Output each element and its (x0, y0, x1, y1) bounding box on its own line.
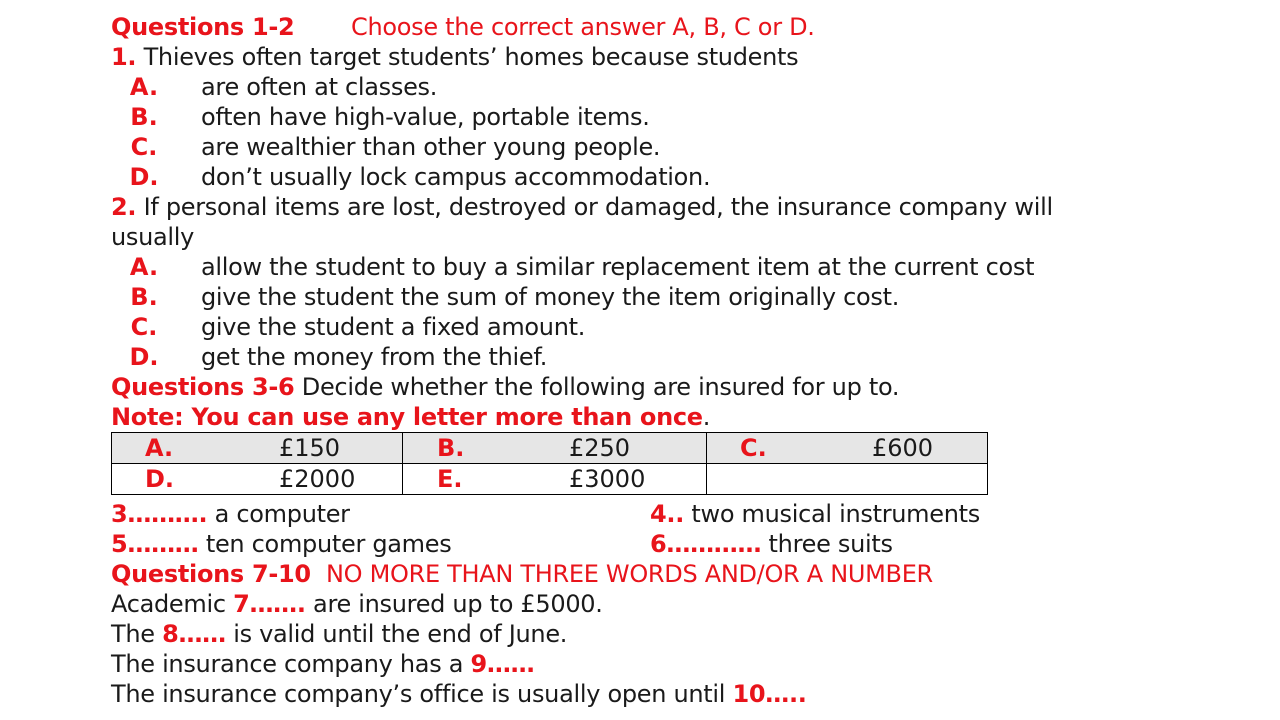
questions-3-6-heading: Questions 3-6 (111, 373, 295, 401)
questions-7-10-heading: Questions 7-10 (111, 560, 311, 588)
question-5-number: 5……… (111, 530, 199, 558)
question-1-number: 1. (111, 43, 137, 71)
q1-option-d-text: don’t usually lock campus accommodation. (201, 163, 711, 191)
q2-option-a-letter: A. (129, 253, 159, 281)
question-10-before: The insurance company’s office is usually open until (111, 680, 733, 708)
q2-option-b-letter: B. (130, 283, 158, 311)
cell-amount: £150 (279, 434, 341, 462)
question-1 (111, 42, 798, 72)
question-10-number: 10….. (732, 680, 807, 708)
question-2-text-line2: usually (111, 223, 195, 251)
questions-7-10-header (111, 559, 311, 589)
questions-1-2-header (111, 12, 294, 42)
question-9-number: 9…… (470, 650, 535, 678)
question-5 (111, 529, 451, 559)
question-2-number: 2. (111, 193, 137, 221)
q2-option-c-letter: C. (130, 313, 158, 341)
questions-3-6-note-line (111, 402, 710, 432)
questions-1-2-heading: Questions 1-2 (111, 13, 295, 41)
questions-3-6-note: Note: You can use any letter more than once (111, 403, 703, 431)
question-8-after: is valid until the end of June. (225, 620, 568, 648)
question-6-text: three suits (768, 530, 893, 558)
cell-amount: £3000 (569, 465, 646, 493)
question-2-text-line1: If personal items are lost, destroyed or damaged, the insurance company will (143, 193, 1053, 221)
cell-amount: £600 (872, 434, 934, 462)
table-row (112, 433, 988, 464)
q1-option-a-letter: A. (129, 73, 159, 101)
q2-option-b-text: give the student the sum of money the item originally cost. (201, 283, 900, 311)
table-cell (112, 464, 403, 495)
q2-option-d-letter: D. (129, 343, 159, 371)
q2-option-a-text: allow the student to buy a similar replacement item at the current cost (201, 253, 1035, 281)
cell-amount: £250 (569, 434, 631, 462)
question-7 (111, 589, 603, 619)
question-1-text: Thieves often target students’ homes because students (143, 43, 799, 71)
question-8-before: The (111, 620, 163, 648)
note-period: . (702, 403, 711, 431)
question-4-number: 4.. (650, 500, 685, 528)
question-6 (650, 529, 893, 559)
cell-letter: A. (145, 434, 174, 462)
questions-3-6-header (111, 372, 899, 402)
q2-option-c-text: give the student a fixed amount. (201, 313, 586, 341)
question-3-number: 3………. (111, 500, 208, 528)
cell-letter: B. (437, 434, 465, 462)
q1-option-a-text: are often at classes. (201, 73, 438, 101)
question-10 (111, 679, 807, 709)
question-9 (111, 649, 534, 679)
q1-option-b-letter: B. (130, 103, 158, 131)
table-cell (707, 433, 988, 464)
q1-option-b-text: often have high-value, portable items. (201, 103, 650, 131)
table-cell (403, 433, 707, 464)
table-cell-empty (707, 464, 988, 495)
question-6-number: 6………… (650, 530, 762, 558)
question-9-before: The insurance company has a (111, 650, 471, 678)
insurance-amount-table (111, 432, 988, 495)
cell-letter: E. (437, 465, 463, 493)
q1-option-c-text: are wealthier than other young people. (201, 133, 661, 161)
q1-option-d-letter: D. (129, 163, 159, 191)
question-7-after: are insured up to £5000. (305, 590, 603, 618)
question-5-text: ten computer games (205, 530, 452, 558)
table-cell (112, 433, 403, 464)
question-7-before: Academic (111, 590, 234, 618)
question-3 (111, 499, 350, 529)
question-8 (111, 619, 567, 649)
q2-option-d-text: get the money from the thief. (201, 343, 548, 371)
cell-letter: C. (740, 434, 767, 462)
question-4 (650, 499, 980, 529)
question-8-number: 8…… (162, 620, 226, 648)
table-cell (403, 464, 707, 495)
question-3-text: a computer (214, 500, 350, 528)
questions-3-6-instruction: Decide whether the following are insured for up to. (301, 373, 900, 401)
cell-letter: D. (145, 465, 175, 493)
question-7-number: 7……. (233, 590, 306, 618)
cell-amount: £2000 (279, 465, 356, 493)
table-row (112, 464, 988, 495)
question-4-text: two musical instruments (691, 500, 980, 528)
questions-1-2-instruction: Choose the correct answer A, B, C or D. (351, 13, 815, 41)
questions-7-10-instruction: NO MORE THAN THREE WORDS AND/OR A NUMBER (326, 560, 933, 588)
question-2 (111, 192, 1053, 222)
q1-option-c-letter: C. (130, 133, 158, 161)
